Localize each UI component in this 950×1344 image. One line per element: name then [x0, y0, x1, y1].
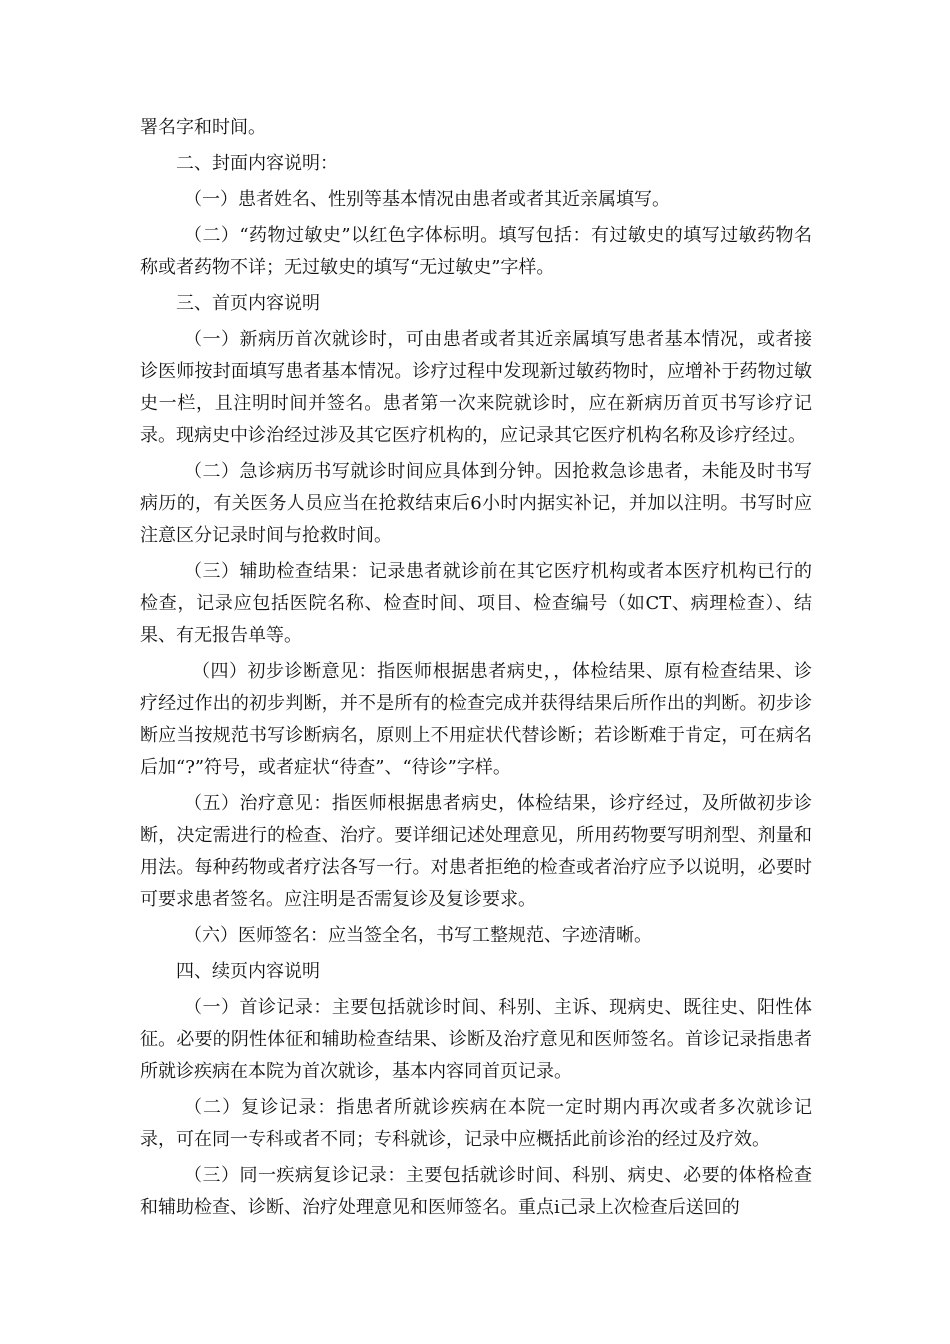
paragraph-cover-1: （一）患者姓名、性别等基本情况由患者或者其近亲属填写。: [184, 189, 670, 210]
section-heading-first-page: 三、首页内容说明: [176, 293, 320, 314]
paragraph-continuation-1: （一）首诊记录：主要包括就诊时间、科别、主诉、现病史、既往史、阳性体征。必要的阴性体征和辅助检查结果、诊断及治疗意见和医师签名。首诊记录指患者所就诊疾病在本院为首次就诊，基本内容同首页记录。: [140, 997, 812, 1082]
paragraph-first-page-3: （三）辅助检查结果：记录患者就诊前在其它医疗机构或者本医疗机构已行的检查，记录应包括医院名称、检查时间、项目、检查编号（如CT、病理检查）、结果、有无报告单等。: [140, 561, 812, 646]
section-heading-cover: 二、封面内容说明：: [176, 153, 338, 174]
paragraph-cover-2: （二）“药物过敏史”以红色字体标明。填写包括：有过敏史的填写过敏药物名称或者药物不详；无过敏史的填写“无过敏史”字样。: [140, 225, 812, 278]
paragraph-first-page-1: （一）新病历首次就诊时，可由患者或者其近亲属填写患者基本情况，或者接诊医师按封面填写患者基本情况。诊疗过程中发现新过敏药物时，应增补于药物过敏史一栏，且注明时间并签名。患者第一次来院就诊时，应在新病历首页书写诊疗记录。现病史中诊治经过涉及其它医疗机构的，应记录其它医疗机构名称及诊疗经过。: [140, 329, 812, 446]
paragraph-first-page-2: （二）急诊病历书写就诊时间应具体到分钟。因抢救急诊患者，未能及时书写病历的，有关医务人员应当在抢救结束后6小时内据实补记，并加以注明。书写时应注意区分记录时间与抢救时间。: [140, 461, 812, 546]
section-heading-continuation-page: 四、续页内容说明: [176, 961, 320, 982]
paragraph-first-page-6: （六）医师签名：应当签全名，书写工整规范、字迹清晰。: [184, 925, 652, 946]
document-body: [140, 112, 812, 1224]
paragraph-first-page-5: （五）治疗意见：指医师根据患者病史，体检结果，诊疗经过，及所做初步诊断，决定需进行的检查、治疗。要详细记述处理意见，所用药物要写明剂型、剂量和用法。每种药物或者疗法各写一行。对患者拒绝的检查或者治疗应予以说明，必要时可要求患者签名。应注明是否需复诊及复诊要求。: [140, 793, 812, 910]
paragraph-first-page-4: （四）初步诊断意见：指医师根据患者病史，，体检结果、原有检查结果、诊疗经过作出的初步判断，并不是所有的检查完成并获得结果后所作出的判断。初步诊断应当按规范书写诊断病名，原则上不用症状代替诊断；若诊断难于肯定，可在病名后加“?”符号，或者症状“待查”、“待诊”字样。: [140, 661, 812, 778]
paragraph-continuation-3: （三）同一疾病复诊记录：主要包括就诊时间、科别、病史、必要的体格检查和辅助检查、诊断、治疗处理意见和医师签名。重点i己录上次检查后送回的: [140, 1165, 812, 1218]
paragraph-continuation: 署名字和时间。: [140, 117, 266, 138]
paragraph-continuation-2: （二）复诊记录：指患者所就诊疾病在本院一定时期内再次或者多次就诊记录，可在同一专科或者不同；专科就诊，记录中应概括此前诊治的经过及疗效。: [140, 1097, 812, 1150]
